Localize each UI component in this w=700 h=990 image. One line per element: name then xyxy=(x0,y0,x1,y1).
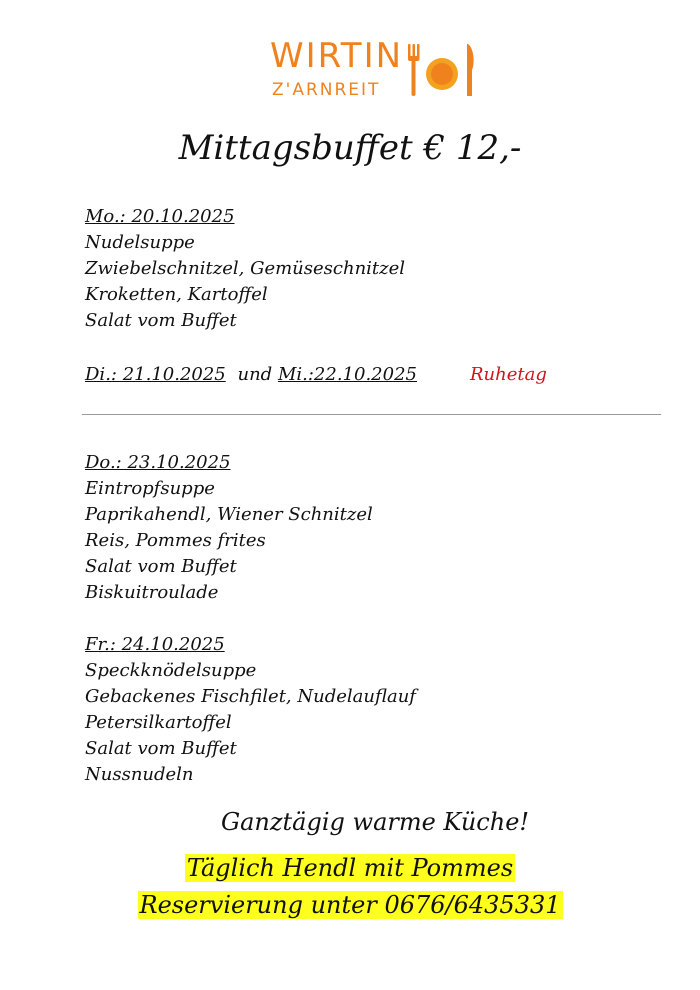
menu-item: Salat vom Buffet xyxy=(85,556,237,577)
divider xyxy=(82,414,661,415)
closing-reservation xyxy=(0,891,700,919)
day-monday xyxy=(85,204,405,334)
closed-days xyxy=(85,362,417,388)
closing-chicken xyxy=(0,854,700,882)
reservation-phone: Reservierung unter 0676/6435331 xyxy=(139,891,561,919)
menu-item: Biskuitroulade xyxy=(85,582,219,603)
menu-item: Nudelsuppe xyxy=(85,232,195,253)
closing-warm-kitchen xyxy=(0,808,700,836)
day-heading: Mo.: 20.10.2025 xyxy=(85,206,235,227)
menu-item: Petersilkartoffel xyxy=(85,712,232,733)
closing-line: Ganztägig warme Küche! xyxy=(220,808,530,836)
logo xyxy=(268,36,478,102)
menu-item: Zwiebelschnitzel, Gemüseschnitzel xyxy=(85,258,406,279)
day-friday xyxy=(85,632,416,788)
day-heading-wednesday: Mi.:22.10.2025 xyxy=(277,364,417,385)
day-heading-tuesday: Di.: 21.10.2025 xyxy=(85,364,226,385)
menu-item: Eintropfsuppe xyxy=(85,478,215,499)
menu-item: Gebackenes Fischfilet, Nudelauflauf xyxy=(85,686,416,707)
day-thursday xyxy=(85,450,373,606)
highlighted-line: Täglich Hendl mit Pommes xyxy=(186,854,514,882)
status-closed: Ruhetag xyxy=(470,364,547,385)
menu-item: Kroketten, Kartoffel xyxy=(85,284,268,305)
menu-item: Speckknödelsuppe xyxy=(85,660,257,681)
logo-text-wirtin: WIRTIN xyxy=(270,36,404,76)
menu-item: Salat vom Buffet xyxy=(85,310,237,331)
joiner-text: und xyxy=(237,364,273,385)
menu-item: Paprikahendl, Wiener Schnitzel xyxy=(85,504,373,525)
day-heading: Do.: 23.10.2025 xyxy=(85,452,231,473)
logo-text-zarnreit: Z'ARNREIT xyxy=(272,80,381,100)
menu-item: Salat vom Buffet xyxy=(85,738,237,759)
menu-item: Nussnudeln xyxy=(85,764,194,785)
menu-item: Reis, Pommes frites xyxy=(85,530,266,551)
fork-plate-knife-icon xyxy=(406,40,478,100)
page-title: Mittagsbuffet € 12,- xyxy=(178,128,522,168)
day-heading: Fr.: 24.10.2025 xyxy=(85,634,225,655)
